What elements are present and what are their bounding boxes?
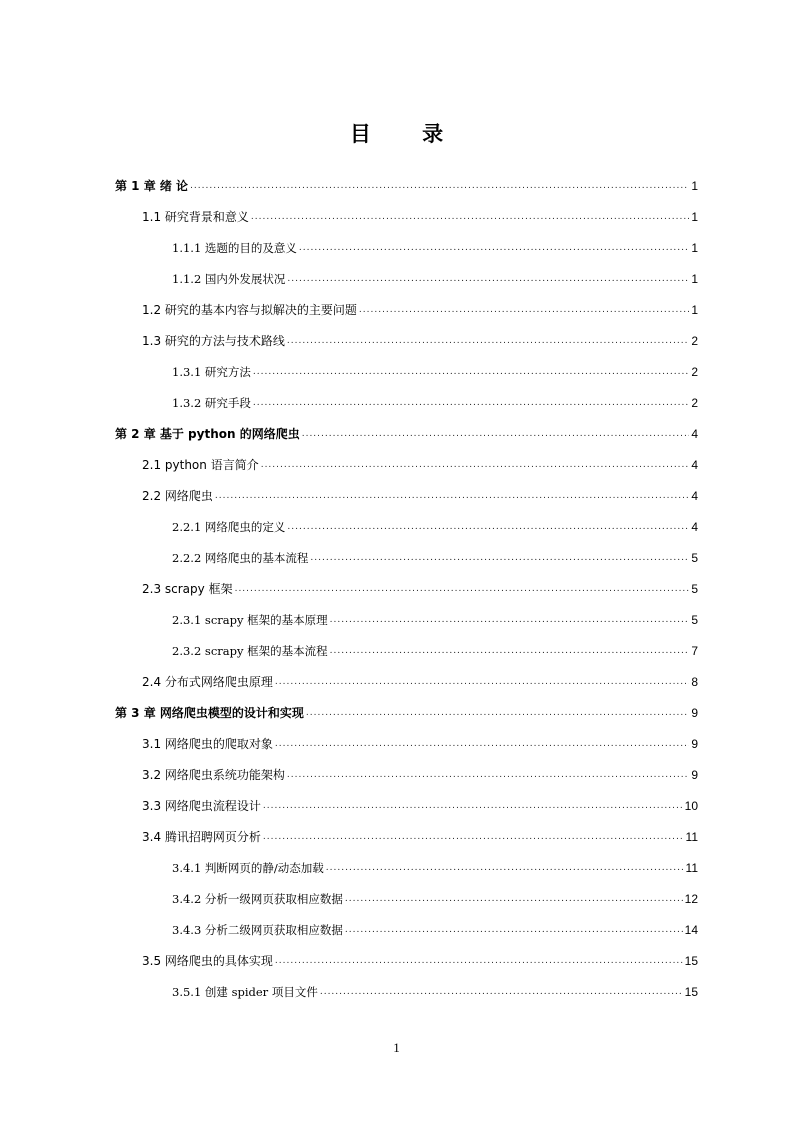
toc-entry-label: 1.1 研究背景和意义 — [142, 210, 249, 224]
toc-entry-label: 2.3.1 scrapy 框架的基本原理 — [172, 612, 328, 627]
toc-entry-label: 3.1 网络爬虫的爬取对象 — [142, 737, 273, 751]
toc-entry-page: 5 — [691, 581, 698, 596]
toc-entry-section[interactable] — [142, 294, 698, 325]
toc-entry-page: 9 — [691, 705, 698, 720]
toc-entry-page: 14 — [684, 922, 698, 937]
toc-entry-subsection[interactable] — [172, 356, 698, 387]
toc-entry-subsection[interactable] — [172, 542, 698, 573]
dot-leader — [253, 367, 689, 377]
toc-entry-label: 3.4.1 判断网页的静/动态加载 — [172, 860, 324, 875]
toc-entry-label: 3.5 网络爬虫的具体实现 — [142, 954, 273, 968]
toc-entry-section[interactable] — [142, 790, 698, 821]
toc-entry-page: 2 — [691, 364, 698, 379]
toc-entry-page: 5 — [691, 612, 698, 627]
toc-entry-page: 4 — [691, 519, 698, 534]
toc-entry-section[interactable] — [142, 821, 698, 852]
dot-leader — [235, 584, 690, 594]
toc-entry-label: 1.2 研究的基本内容与拟解决的主要问题 — [142, 303, 357, 317]
toc-entry-page: 1 — [691, 209, 698, 224]
dot-leader — [287, 336, 689, 346]
dot-leader — [275, 677, 689, 687]
toc-entry-subsection[interactable] — [172, 232, 698, 263]
toc-entry-section[interactable] — [142, 573, 698, 604]
toc-entry-label: 2.3.2 scrapy 框架的基本流程 — [172, 643, 328, 658]
toc-entry-page: 9 — [691, 767, 698, 782]
toc-entry-label: 第 1 章 绪 论 — [115, 179, 189, 193]
toc-entry-label: 1.1.1 选题的目的及意义 — [172, 240, 297, 255]
toc-entry-label: 3.4.3 分析二级网页获取相应数据 — [172, 922, 343, 937]
toc-entry-page: 1 — [691, 178, 698, 193]
toc-entry-label: 3.4.2 分析一级网页获取相应数据 — [172, 891, 343, 906]
toc-entry-label: 3.4 腾讯招聘网页分析 — [142, 830, 261, 844]
dot-leader — [326, 863, 684, 873]
toc-entry-page: 4 — [691, 426, 698, 441]
toc-entry-page: 5 — [691, 550, 698, 565]
toc-entry-label: 2.2.1 网络爬虫的定义 — [172, 519, 286, 534]
page-number: 1 — [393, 1040, 400, 1055]
toc-entry-page: 10 — [684, 798, 698, 813]
toc-entry-section[interactable] — [142, 728, 698, 759]
toc-entry-page: 11 — [685, 860, 698, 875]
toc-entry-section[interactable] — [142, 449, 698, 480]
toc-entry-chapter[interactable] — [115, 170, 698, 201]
toc-entry-label: 3.5.1 创建 spider 项目文件 — [172, 984, 318, 999]
dot-leader — [330, 646, 690, 656]
toc-entry-label: 2.1 python 语言简介 — [142, 458, 259, 472]
toc-entry-label: 2.2 网络爬虫 — [142, 489, 213, 503]
toc-entry-page: 1 — [691, 271, 698, 286]
toc-entry-subsection[interactable] — [172, 914, 698, 945]
dot-leader — [310, 553, 689, 563]
toc-entry-section[interactable] — [142, 201, 698, 232]
toc-entry-page: 15 — [684, 953, 698, 968]
toc-entry-page: 7 — [691, 643, 698, 658]
toc-entry-chapter[interactable] — [115, 697, 698, 728]
toc-entry-label: 1.1.2 国内外发展状况 — [172, 271, 286, 286]
dot-leader — [345, 925, 683, 935]
dot-leader — [306, 708, 689, 718]
page-title: 目 录 — [349, 122, 466, 146]
toc-entry-subsection[interactable] — [172, 883, 698, 914]
dot-leader — [359, 305, 689, 315]
toc-entry-section[interactable] — [142, 325, 698, 356]
toc-entry-page: 2 — [691, 333, 698, 348]
toc-entry-page: 2 — [691, 395, 698, 410]
toc-entry-page: 8 — [691, 674, 698, 689]
dot-leader — [275, 739, 689, 749]
dot-leader — [330, 615, 690, 625]
dot-leader — [287, 522, 689, 532]
toc-entry-subsection[interactable] — [172, 635, 698, 666]
dot-leader — [251, 212, 689, 222]
toc-entry-page: 11 — [685, 829, 698, 844]
dot-leader — [263, 832, 684, 842]
toc-entry-subsection[interactable] — [172, 852, 698, 883]
dot-leader — [287, 770, 689, 780]
toc-entry-subsection[interactable] — [172, 511, 698, 542]
toc-entry-label: 2.4 分布式网络爬虫原理 — [142, 675, 273, 689]
toc-entry-label: 2.2.2 网络爬虫的基本流程 — [172, 550, 309, 565]
dot-leader — [215, 491, 689, 501]
toc-entry-label: 1.3 研究的方法与技术路线 — [142, 334, 285, 348]
dot-leader — [261, 460, 690, 470]
toc-entry-label: 第 2 章 基于 python 的网络爬虫 — [115, 427, 300, 441]
toc-entry-label: 1.3.1 研究方法 — [172, 364, 251, 379]
toc-entry-page: 1 — [691, 240, 698, 255]
toc-entry-subsection[interactable] — [172, 263, 698, 294]
toc-entry-section[interactable] — [142, 945, 698, 976]
dot-leader — [287, 274, 689, 284]
toc-entry-label: 3.2 网络爬虫系统功能架构 — [142, 768, 285, 782]
toc-entry-label: 1.3.2 研究手段 — [172, 395, 251, 410]
toc-entry-subsection[interactable] — [172, 976, 698, 1007]
dot-leader — [190, 181, 689, 191]
toc-entry-section[interactable] — [142, 759, 698, 790]
dot-leader — [302, 429, 690, 439]
toc-entry-page: 4 — [691, 488, 698, 503]
toc-entry-page: 15 — [684, 984, 698, 999]
dot-leader — [253, 398, 689, 408]
toc-entry-page: 1 — [691, 302, 698, 317]
toc-entry-label: 3.3 网络爬虫流程设计 — [142, 799, 261, 813]
dot-leader — [263, 801, 683, 811]
toc-entry-section[interactable] — [142, 666, 698, 697]
dot-leader — [275, 956, 683, 966]
toc-entry-section[interactable] — [142, 480, 698, 511]
toc-entry-label: 第 3 章 网络爬虫模型的设计和实现 — [115, 706, 304, 720]
toc-entry-page: 12 — [684, 891, 698, 906]
toc-entry-subsection[interactable] — [172, 387, 698, 418]
toc-entry-label: 2.3 scrapy 框架 — [142, 582, 233, 596]
toc-entry-page: 4 — [691, 457, 698, 472]
toc-entry-chapter[interactable] — [115, 418, 698, 449]
toc-entry-subsection[interactable] — [172, 604, 698, 635]
toc-entry-page: 9 — [691, 736, 698, 751]
dot-leader — [345, 894, 683, 904]
dot-leader — [299, 243, 689, 253]
dot-leader — [320, 987, 683, 997]
